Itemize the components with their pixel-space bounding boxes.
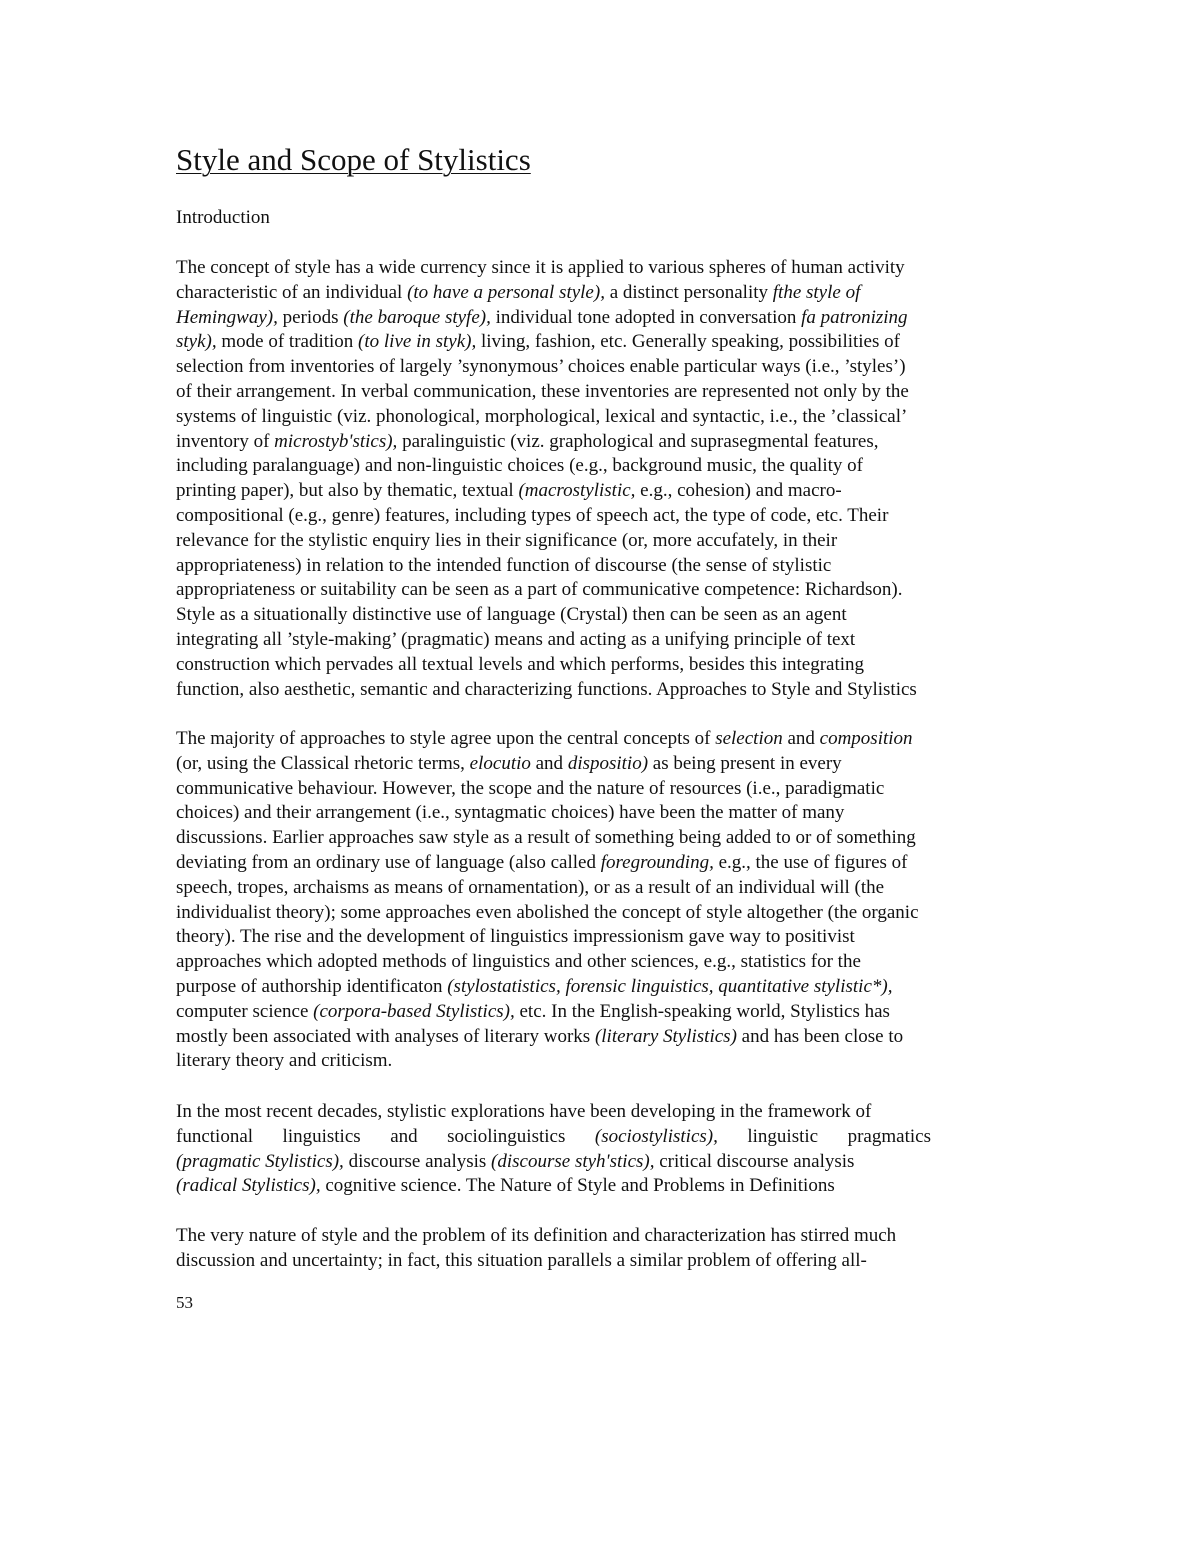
text-run: compositional (e.g., genre) features, including types of speech act, the type of code, etc. Their <box>176 504 889 526</box>
italic-term: (to have a personal style), <box>407 281 605 303</box>
text-run: function, also aesthetic, semantic and characterizing functions. Approaches to Style and Stylistics <box>176 678 917 700</box>
text-line <box>176 851 919 876</box>
text-run: The majority of approaches to style agree upon the central concepts of <box>176 728 716 749</box>
word: linguistic <box>747 1125 819 1147</box>
word: sociolinguistics <box>447 1125 566 1147</box>
text-run: selection from inventories of largely ’synonymous’ choices enable particular ways (i.e., ’styles’) <box>176 356 906 378</box>
text-run: and <box>530 752 568 774</box>
text-line <box>176 355 917 380</box>
italic-term: (to live in styk), <box>358 331 477 353</box>
text-run: as being present in every <box>648 752 842 774</box>
text-line <box>176 405 917 430</box>
paragraph-1 <box>176 256 917 702</box>
text-line <box>176 578 917 603</box>
text-line <box>176 603 917 628</box>
text-line <box>176 554 917 579</box>
text-run: and <box>782 728 820 749</box>
word: linguistics <box>282 1125 361 1147</box>
text-run: critical discourse analysis <box>654 1150 855 1172</box>
text-line <box>176 727 919 752</box>
text-line <box>176 1224 896 1249</box>
italic-term: (discourse styh'stics), <box>491 1150 655 1172</box>
text-run: integrating all ’style-making’ (pragmatic) means and acting as a unifying principle of text <box>176 628 856 650</box>
text-run: mode of tradition <box>216 331 359 353</box>
italic-term: (pragmatic Stylistics), <box>176 1150 344 1172</box>
text-run: systems of linguistic (viz. phonological, morphological, lexical and syntactic, i.e., the ’classical’ <box>176 405 908 427</box>
word: and <box>390 1125 418 1147</box>
italic-term: dispositio) <box>567 752 649 774</box>
text-line <box>176 1125 931 1150</box>
italic-term: (macrostylistic, <box>518 480 636 502</box>
text-line <box>176 529 917 554</box>
text-run: etc. In the English-speaking world, Stylistics has <box>514 1000 890 1022</box>
text-run: of their arrangement. In verbal communication, these inventories are represented not only by the <box>176 380 909 402</box>
text-line <box>176 1000 919 1025</box>
text-line <box>176 826 919 851</box>
text-run: literary theory and criticism. <box>176 1050 393 1072</box>
text-line <box>176 801 919 826</box>
italic-term: foregrounding, <box>600 851 714 873</box>
italic-term: elocutio <box>469 752 531 774</box>
text-run: Style as a situationally distinctive use of language (Crystal) then can be seen as an agent <box>176 604 847 626</box>
text-line <box>176 454 917 479</box>
text-line <box>176 653 917 678</box>
text-line <box>176 380 917 405</box>
text-run: communicative behaviour. However, the scope and the nature of resources (i.e., paradigmatic <box>176 777 885 799</box>
text-run: In the most recent decades, stylistic explorations have been developing in the framework of <box>176 1101 872 1122</box>
italic-term: (literary Stylistics) <box>594 1025 737 1047</box>
text-run: approaches which adopted methods of linguistics and other sciences, e.g., statistics for the <box>176 951 861 973</box>
text-run: appropriateness) in relation to the intended function of discourse (the sense of stylistic <box>176 554 832 576</box>
italic-term: selection <box>715 728 783 749</box>
text-run: speech, tropes, archaisms as means of ornamentation), or as a result of an individual will (the <box>176 876 885 898</box>
text-line <box>176 678 917 703</box>
text-run: living, fashion, etc. Generally speaking, possibilities of <box>476 331 900 353</box>
italic-term: composition <box>819 728 913 749</box>
italic-term: (radical Stylistics), <box>176 1175 321 1197</box>
text-line <box>176 950 919 975</box>
text-line <box>176 752 919 777</box>
text-line <box>176 901 919 926</box>
text-run: characteristic of an individual <box>176 281 408 303</box>
word: functional <box>176 1125 254 1147</box>
text-line <box>176 306 917 331</box>
text-run: inventory of <box>176 430 275 452</box>
text-run: choices) and their arrangement (i.e., syntagmatic choices) have been the matter of many <box>176 802 845 824</box>
text-line <box>176 281 917 306</box>
word: pragmatics <box>847 1125 931 1147</box>
text-run: purpose of authorship identificaton <box>176 975 448 997</box>
text-line <box>176 1049 919 1074</box>
text-line <box>176 430 917 455</box>
text-run: discourse analysis <box>343 1150 492 1172</box>
text-line <box>176 256 917 281</box>
section-heading-introduction: Introduction <box>176 207 270 228</box>
text-line <box>176 628 917 653</box>
text-run: construction which pervades all textual levels and which performs, besides this integrating <box>176 653 865 675</box>
italic-term: fthe style of <box>772 281 861 303</box>
text-run: paralinguistic (viz. graphological and suprasegmental features, <box>397 430 879 452</box>
text-run: a distinct personality <box>604 281 773 303</box>
paragraph-2 <box>176 727 919 1074</box>
page-title: Style and Scope of Stylistics <box>176 142 531 177</box>
text-run: and has been close to <box>736 1025 904 1047</box>
text-run: e.g., the use of figures of <box>713 851 908 873</box>
text-line <box>176 330 917 355</box>
text-line <box>176 479 917 504</box>
text-line <box>176 876 919 901</box>
text-run: (or, using the Classical rhetoric terms, <box>176 752 470 774</box>
paragraph-4 <box>176 1224 896 1274</box>
italic-term: fa patronizing <box>801 306 908 328</box>
italic-term: microstyb'stics), <box>274 430 398 452</box>
text-run: periods <box>277 306 344 328</box>
text-line <box>176 1249 896 1274</box>
text-line <box>176 975 919 1000</box>
text-run: discussions. Earlier approaches saw style as a result of something being added to or of something <box>176 827 916 849</box>
text-run: discussion and uncertainty; in fact, this situation parallels a similar problem of offering all- <box>176 1249 867 1271</box>
text-run: computer science <box>176 1000 314 1022</box>
text-run: mostly been associated with analyses of literary works <box>176 1025 595 1047</box>
text-run: printing paper), but also by thematic, textual <box>176 480 519 502</box>
text-line <box>176 1174 931 1199</box>
text-run: The concept of style has a wide currency since it is applied to various spheres of human activity <box>176 257 905 278</box>
text-line <box>176 777 919 802</box>
paragraph-3 <box>176 1100 931 1199</box>
italic-term: (the baroque styfe), <box>343 306 491 328</box>
text-run: individualist theory); some approaches even abolished the concept of style altogether (the organic <box>176 901 919 923</box>
text-run: deviating from an ordinary use of language (also called <box>176 851 601 873</box>
text-run: cognitive science. The Nature of Style and Problems in Definitions <box>320 1175 835 1197</box>
text-run: individual tone adopted in conversation <box>490 306 802 328</box>
text-run: e.g., cohesion) and macro- <box>635 480 842 502</box>
text-line <box>176 504 917 529</box>
text-run: theory). The rise and the development of linguistics impressionism gave way to positivist <box>176 926 855 948</box>
text-line <box>176 1150 931 1175</box>
italic-term: Hemingway), <box>176 306 278 328</box>
text-run: appropriateness or suitability can be seen as a part of communicative competence: Richardson). <box>176 579 903 601</box>
italic-term: (corpora-based Stylistics), <box>313 1000 515 1022</box>
page-number: 53 <box>176 1293 193 1312</box>
text-run: including paralanguage) and non-linguistic choices (e.g., background music, the quality of <box>176 455 863 477</box>
text-line <box>176 1100 931 1125</box>
italic-term: (stylostatistics, forensic linguistics, quantitative stylistic*), <box>447 975 893 997</box>
text-line <box>176 1025 919 1050</box>
italic-term: (sociostylistics), <box>594 1125 718 1147</box>
text-line <box>176 925 919 950</box>
italic-term: styk), <box>176 331 217 353</box>
text-run: The very nature of style and the problem of its definition and characterization has stirred much <box>176 1225 897 1246</box>
text-run: relevance for the stylistic enquiry lies in their significance (or, more accufately, in their <box>176 529 838 551</box>
